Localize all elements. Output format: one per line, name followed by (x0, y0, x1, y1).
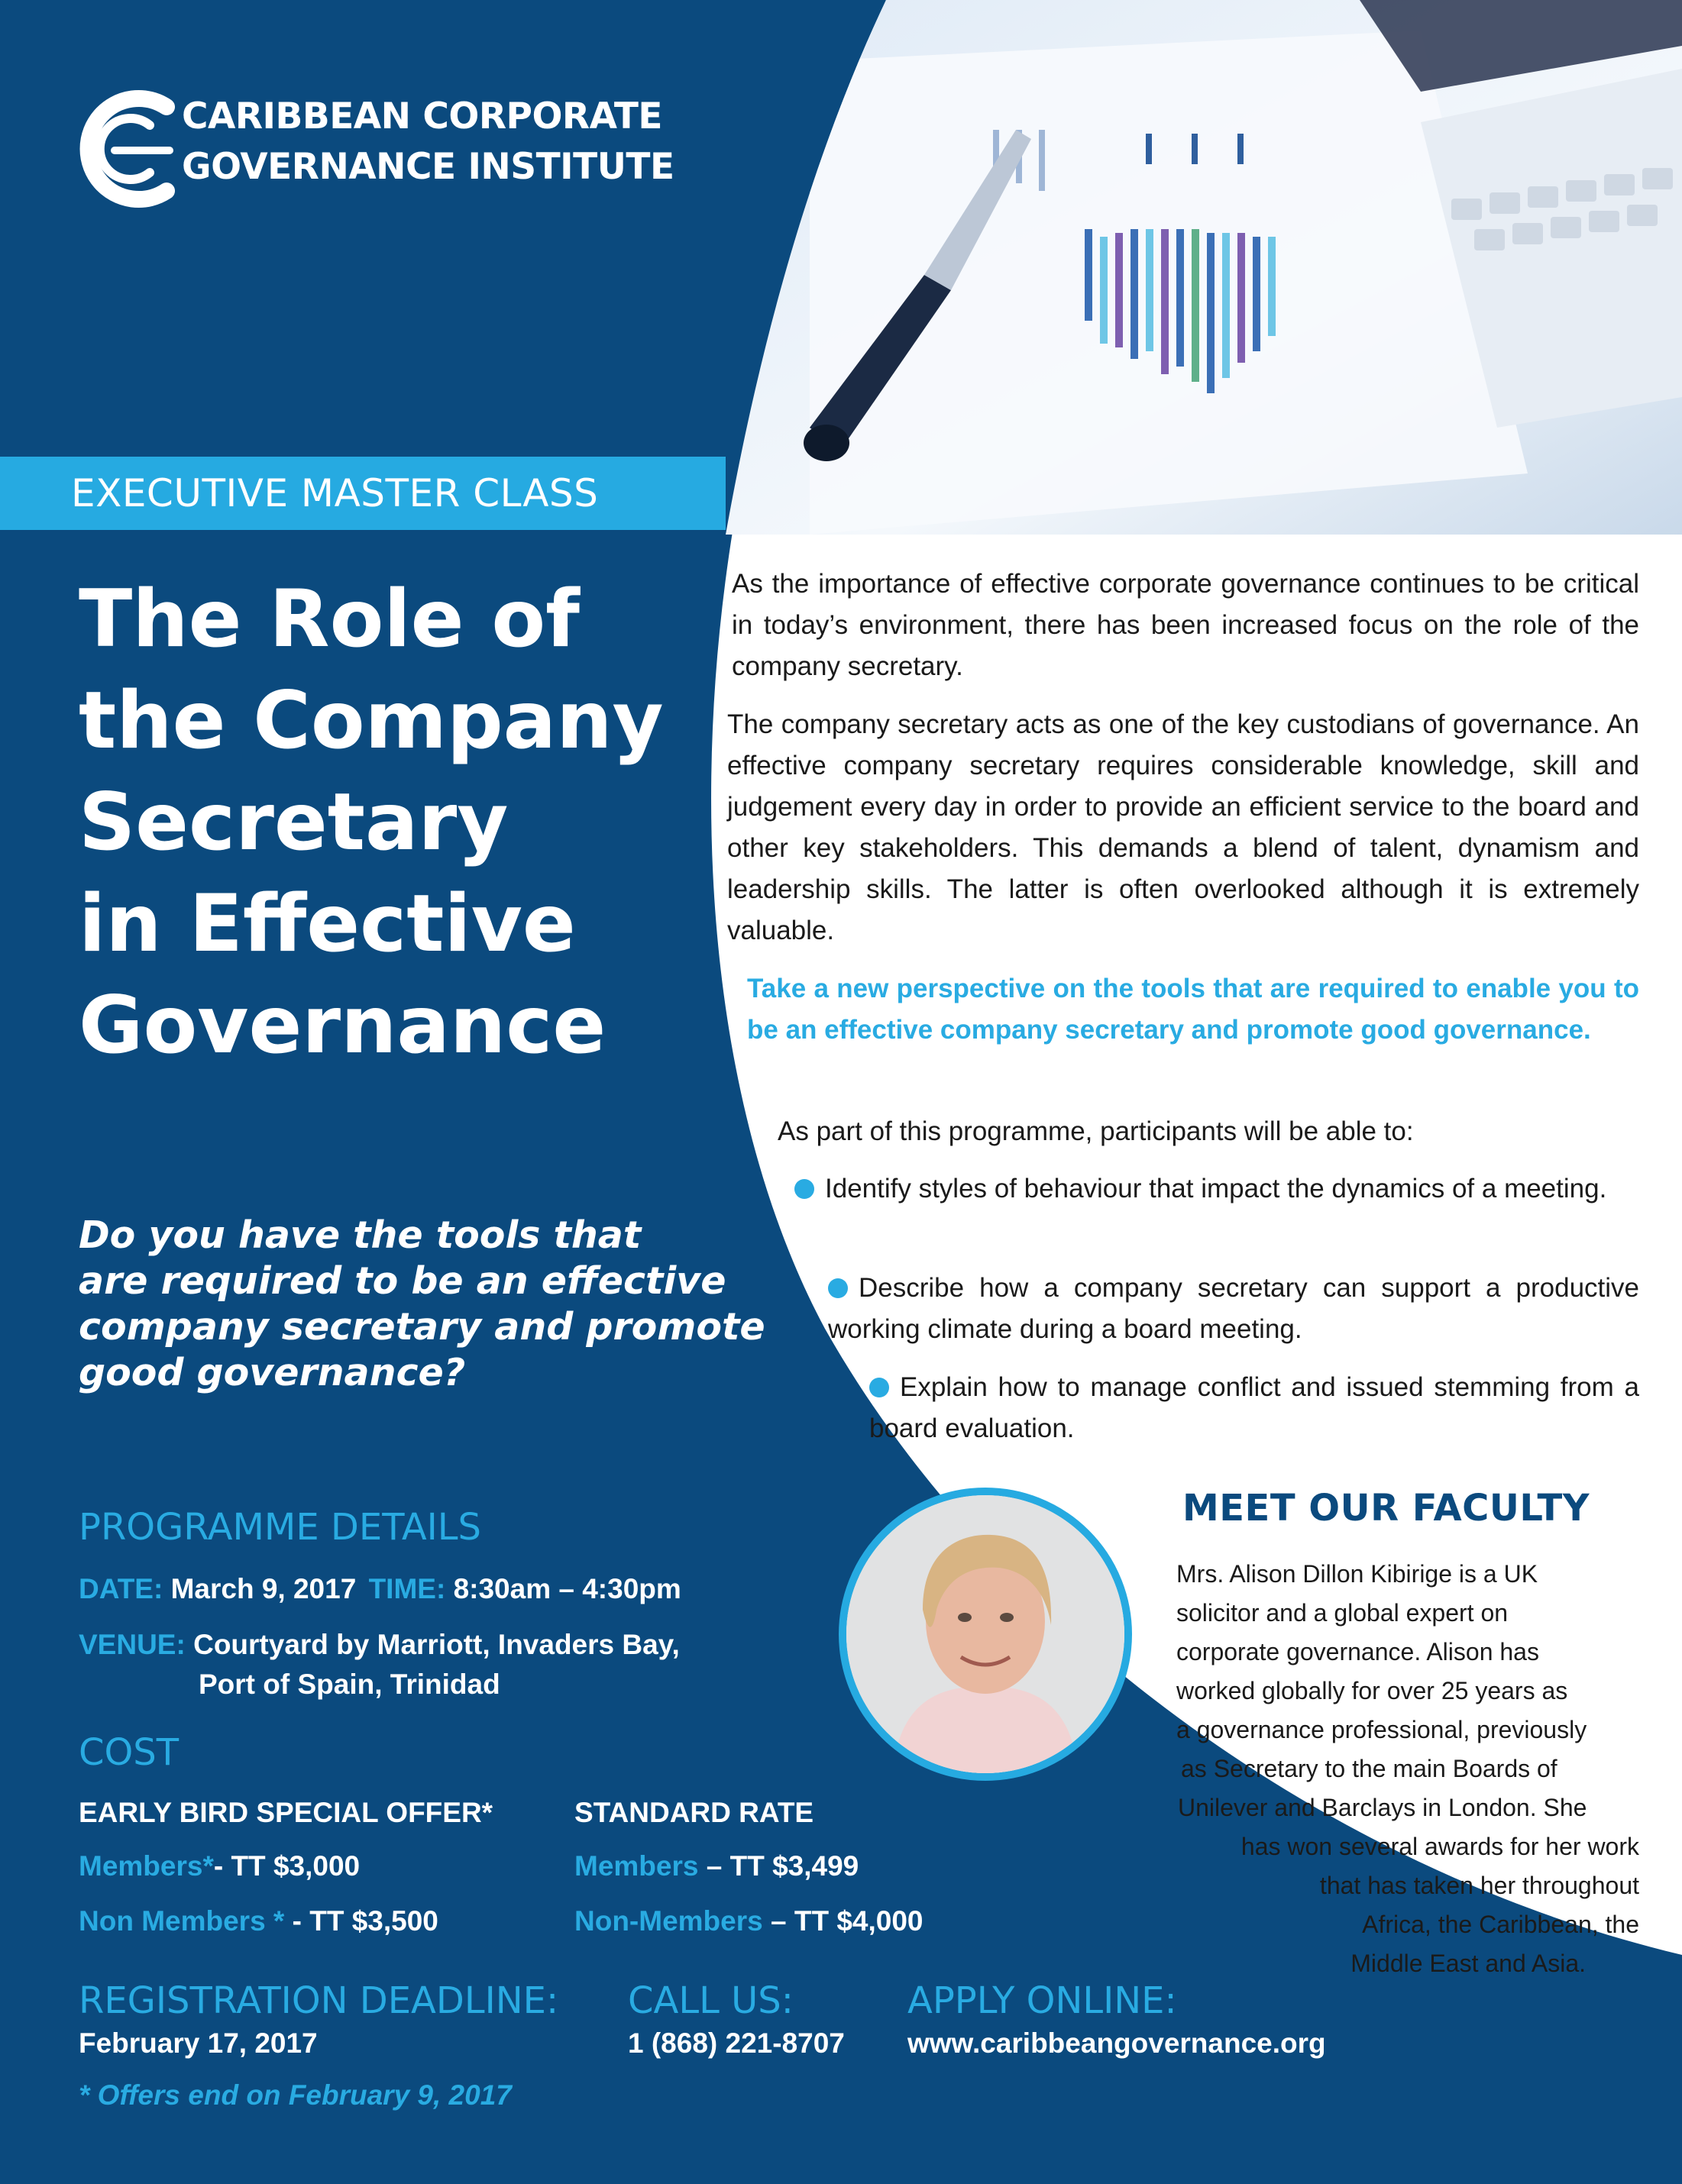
bullet-text: Describe how a company secretary can support a productive working climate during a board meeting. (828, 1273, 1639, 1344)
time-label: TIME: (368, 1573, 446, 1604)
registration-date: February 17, 2017 (79, 2027, 318, 2059)
intro-paragraph-1: As the importance of effective corporate governance continues to be critical in today’s environment, there has been increased focus on the role of the company secretary. (732, 569, 1639, 681)
venue-label: VENUE: (79, 1629, 186, 1660)
title-line: the Company (79, 675, 664, 767)
time-value: 8:30am – 4:30pm (453, 1573, 681, 1604)
question-line: company secretary and promote (79, 1305, 765, 1349)
accent-paragraph: Take a new perspective on the tools that are required to enable you to be an effective company secretary and promote good governance. (747, 974, 1639, 1045)
early-members-label: Members* (79, 1850, 214, 1882)
page-title (79, 569, 751, 1077)
call-heading: CALL US: (628, 1979, 794, 2022)
list-item (794, 1168, 1639, 1210)
question-line: good governance? (79, 1351, 466, 1394)
programme-date-row (79, 1569, 681, 1609)
standard-members-price (574, 1846, 859, 1886)
early-nonmembers-value: - TT $3,500 (284, 1905, 438, 1937)
early-bird-heading: EARLY BIRD SPECIAL OFFER* (79, 1797, 493, 1828)
executive-banner-label: EXECUTIVE MASTER CLASS (71, 471, 599, 515)
question-line: are required to be an effective (79, 1259, 726, 1303)
programme-lead: As part of this programme, participants will be able to: (778, 1116, 1414, 1146)
faculty-line: worked globally for over 25 years as (1176, 1677, 1568, 1704)
faculty-photo (839, 1488, 1132, 1781)
cost-heading: COST (79, 1731, 180, 1774)
date-value: March 9, 2017 (170, 1573, 357, 1604)
venue-line-1: Courtyard by Marriott, Invaders Bay, (193, 1629, 680, 1660)
early-members-price (79, 1846, 360, 1886)
question-line: Do you have the tools that (79, 1213, 642, 1257)
early-nonmembers-price (79, 1901, 438, 1941)
faculty-line: Unilever and Barclays in London. She (1178, 1794, 1587, 1821)
faculty-line: Africa, the Caribbean, the (1362, 1911, 1639, 1938)
early-nonmembers-label: Non Members * (79, 1905, 285, 1937)
standard-nonmembers-label: Non-Members (574, 1905, 763, 1937)
standard-rate-heading: STANDARD RATE (574, 1797, 814, 1828)
title-line: Governance (79, 980, 606, 1071)
venue-line-2: Port of Spain, Trinidad (199, 1669, 500, 1700)
bullet-text: Explain how to manage conflict and issued stemming from a board evaluation. (869, 1372, 1639, 1443)
faculty-line: that has taken her throughout (1319, 1872, 1639, 1899)
phone-number[interactable]: 1 (868) 221-8707 (628, 2027, 845, 2059)
title-line: in Effective (79, 878, 576, 970)
title-line: The Role of (79, 573, 580, 665)
apply-heading: APPLY ONLINE: (907, 1979, 1177, 2022)
bullet-icon (828, 1278, 848, 1298)
list-item (828, 1268, 1639, 1350)
standard-members-label: Members (574, 1850, 699, 1882)
faculty-line: as Secretary to the main Boards of (1181, 1755, 1557, 1782)
logo-mark (89, 99, 170, 199)
faculty-heading: MEET OUR FACULTY (1182, 1487, 1590, 1530)
faculty-line: solicitor and a global expert on (1176, 1599, 1509, 1627)
bullet-icon (869, 1378, 889, 1397)
date-label: DATE: (79, 1573, 163, 1604)
faculty-line: a governance professional, previously (1176, 1716, 1587, 1743)
bullet-text: Identify styles of behaviour that impact the dynamics of a meeting. (825, 1174, 1607, 1203)
bullet-icon (794, 1179, 814, 1199)
list-item (869, 1367, 1639, 1449)
faculty-line: Mrs. Alison Dillon Kibirige is a UK (1176, 1560, 1538, 1588)
programme-venue-row (79, 1625, 680, 1665)
faculty-line: corporate governance. Alison has (1176, 1638, 1539, 1665)
question-text (79, 1213, 766, 1396)
title-line: Secretary (79, 777, 509, 868)
standard-nonmembers-value: – TT $4,000 (762, 1905, 923, 1937)
logo-line-2: GOVERNANCE INSTITUTE (182, 146, 674, 188)
intro-paragraph-2: The company secretary acts as one of the key custodians of governance. An effective company secretary requires considerable knowledge, skill and judgement every day in order to provide an efficient service to the board and other key stakeholders. This demands a blend of talent, dynamism and leadership skills. The latter is often overlooked although it is extremely valuable. (727, 709, 1639, 945)
faculty-line: has won several awards for her work (1240, 1833, 1639, 1860)
apply-url-link[interactable]: www.caribbeangovernance.org (907, 2027, 1326, 2059)
logo-wordmark (182, 92, 674, 192)
header-photo (687, 0, 1682, 535)
faculty-line: Middle East and Asia. (1350, 1950, 1586, 1977)
programme-heading: PROGRAMME DETAILS (79, 1506, 482, 1549)
standard-members-value: – TT $3,499 (698, 1850, 859, 1882)
registration-heading: REGISTRATION DEADLINE: (79, 1979, 559, 2022)
standard-nonmembers-price (574, 1901, 923, 1941)
logo-line-1: CARIBBEAN CORPORATE (182, 95, 662, 137)
offer-note: * Offers end on February 9, 2017 (79, 2079, 512, 2111)
early-members-value: - TT $3,000 (213, 1850, 361, 1882)
